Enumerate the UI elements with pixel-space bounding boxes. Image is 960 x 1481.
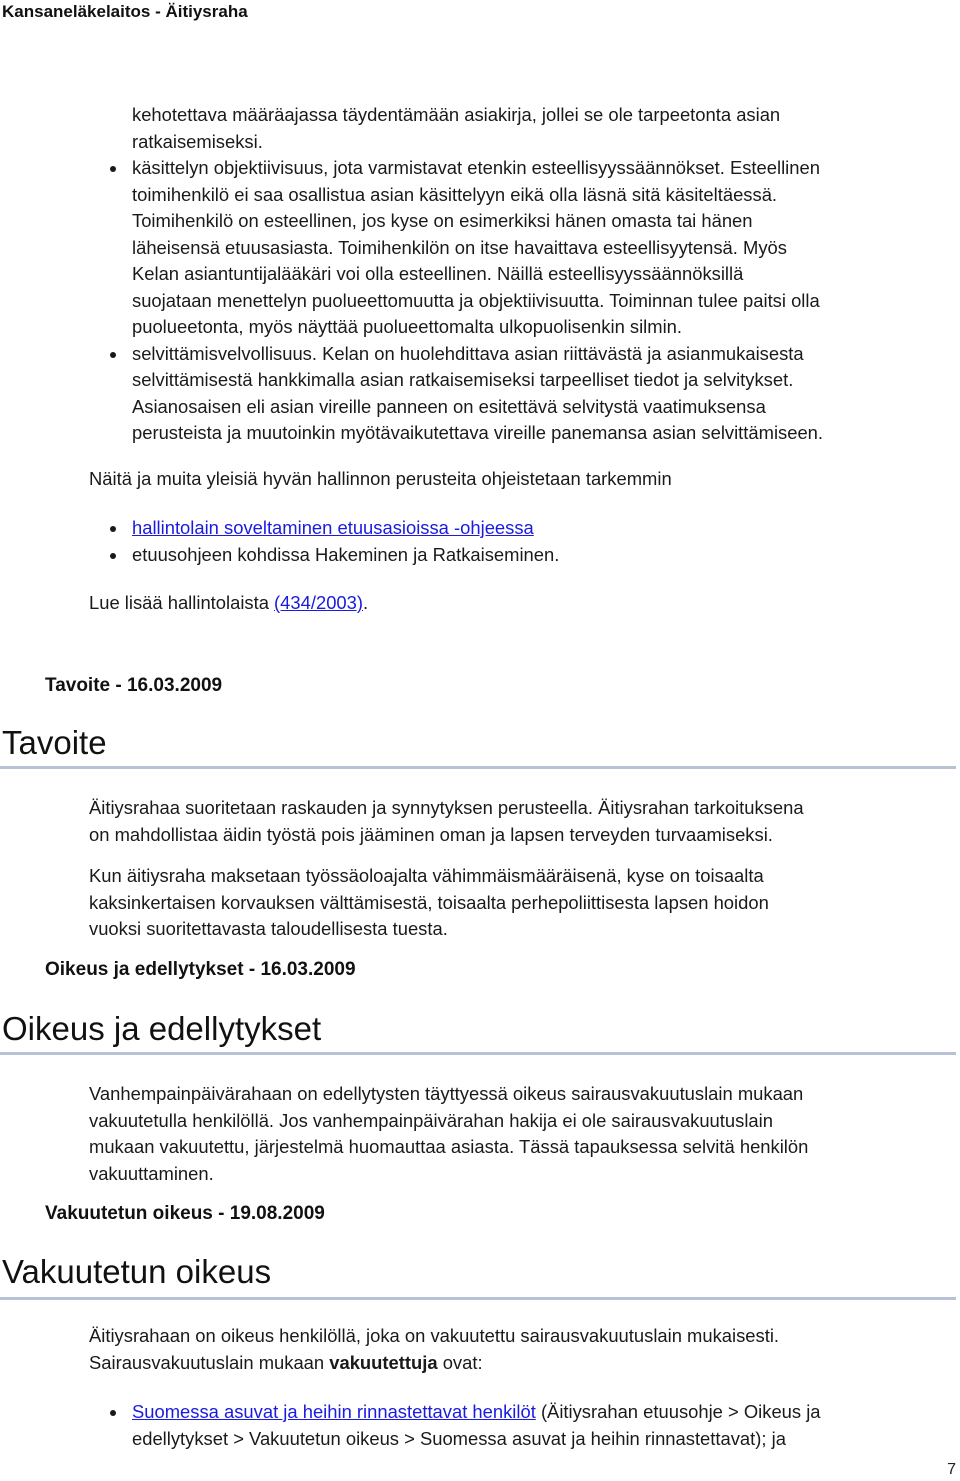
- read-more-prefix: Lue lisää hallintolaista: [89, 592, 275, 613]
- guidance-item-text: etuusohjeen kohdissa Hakeminen ja Ratkaiseminen.: [132, 543, 560, 565]
- read-more-line: [89, 590, 959, 617]
- bullet-line: [132, 1399, 959, 1426]
- bullet-line: läheisensä etuusasiasta. Toimihenkilön on itse havaittava esteellisyytensä. Myös: [132, 236, 787, 258]
- guidance-section: [89, 466, 959, 493]
- vakuutetun-body: [89, 1323, 959, 1376]
- tavoite-body-2: [89, 863, 959, 943]
- vakuutetun-prefix: Sairausvakuutuslain mukaan: [89, 1351, 330, 1373]
- tavoite-para1-line: on mahdollistaa äidin työstä pois jääminen oman ja lapsen terveyden turvaamiseksi.: [89, 823, 773, 845]
- vakuutetut-list: [89, 1399, 959, 1452]
- read-more-suffix: .: [363, 592, 369, 613]
- tavoite-para1-line: Äitiysrahaa suoritetaan raskauden ja synnytyksen perusteella. Äitiysrahan tarkoituksena: [89, 797, 804, 818]
- tavoite-para2-line: kaksinkertaisen korvauksen välttämisestä, toisaalta perhepoliittisesta lapsen hoidon: [89, 891, 769, 913]
- bullet-line: selvittämisvelvollisuus. Kelan on huolehdittava asian riittävästä ja asianmukaisesta: [132, 342, 804, 364]
- vakuutetun-bold-term: vakuutettuja: [329, 1351, 438, 1373]
- oikeus-heading: Oikeus ja edellytykset: [2, 1010, 322, 1047]
- vakuutetun-suffix: ovat:: [437, 1351, 483, 1373]
- bullet-icon: [110, 526, 116, 532]
- guidance-list-wrapper: [89, 515, 959, 568]
- oikeus-subhead: Oikeus ja edellytykset - 16.03.2009: [45, 959, 356, 980]
- page-number: 7: [947, 1461, 956, 1478]
- oikeus-para-line: vakuuttaminen.: [89, 1162, 214, 1184]
- tavoite-subhead: Tavoite - 16.03.2009: [45, 675, 223, 696]
- tavoite-para2-line: Kun äitiysraha maksetaan työssäoloajalta vähimmäismääräisenä, kyse on toisaalta: [89, 865, 764, 886]
- continuation-section: [89, 102, 959, 447]
- hallintolaki-guide-link[interactable]: hallintolain soveltaminen etuusasioissa -ohjeessa: [132, 517, 534, 538]
- oikeus-body: [89, 1081, 959, 1187]
- bullet-line: edellytykset > Vakuutetun oikeus > Suomessa asuvat ja heihin rinnastettavat); ja: [132, 1427, 786, 1449]
- vakuutetun-subhead: Vakuutetun oikeus - 19.08.2009: [45, 1203, 325, 1224]
- guidance-intro: Näitä ja muita yleisiä hyvän hallinnon perusteita ohjeistetaan tarkemmin: [89, 468, 672, 489]
- list-item: [89, 1399, 959, 1452]
- bullet-icon: [110, 553, 116, 559]
- section-divider: [0, 766, 956, 769]
- guidance-list: [89, 515, 959, 568]
- bullet-icon: [110, 1410, 116, 1416]
- continuation-line-2: ratkaisemiseksi.: [132, 130, 263, 152]
- bullet-line: Toimihenkilö on esteellinen, jos kyse on esimerkiksi hänen omasta tai hänen: [132, 210, 753, 231]
- bullet-line: perusteista ja muutoinkin myötävaikutettava vireille panemansa asian selvittämiseen.: [132, 422, 824, 443]
- section-divider: [0, 1052, 956, 1055]
- bullet-line: toimihenkilö ei saa osallistua asian käsittelyyn eikä olla läsnä sitä käsiteltäessä.: [132, 183, 778, 205]
- continuation-line-1: kehotettava määräajassa täydentämään asiakirja, jollei se ole tarpeetonta asian: [132, 104, 781, 125]
- read-more-section: [89, 590, 959, 617]
- bullet-line: Asianosaisen eli asian vireille panneen on esitettävä selvitystä vaatimuksensa: [132, 395, 766, 417]
- bullet-line: selvittämisestä hankkimalla asian ratkaisemiseksi tarpeelliset tiedot ja selvitykset.: [132, 369, 794, 390]
- bullet-line: puolueetonta, myös näyttää puolueettomalta ulkopuolisenkin silmin.: [132, 316, 683, 337]
- document-header-title: Kansaneläkelaitos - Äitiysraha: [2, 2, 248, 21]
- bullet-rest: (Äitiysrahan etuusohje > Oikeus ja: [535, 1401, 821, 1422]
- principles-list: [89, 155, 959, 447]
- residents-link[interactable]: Suomessa asuvat ja heihin rinnastettavat henkilöt: [132, 1401, 536, 1422]
- law-reference-link[interactable]: (434/2003): [274, 592, 364, 613]
- list-item: [89, 155, 959, 341]
- bullet-line: suojataan menettelyn puolueettomuutta ja objektiivisuutta. Toiminnan tulee paitsi olla: [132, 289, 820, 311]
- oikeus-para-line: Vanhempainpäivärahaan on edellytysten täyttyessä oikeus sairausvakuutuslain mukaan: [89, 1083, 804, 1104]
- tavoite-heading: Tavoite: [2, 724, 107, 761]
- vakuutetun-para-line: Äitiysrahaan on oikeus henkilöllä, joka on vakuutettu sairausvakuutuslain mukaisesti.: [89, 1325, 780, 1346]
- section-divider: [0, 1297, 956, 1300]
- tavoite-para2-line: vuoksi suoritettavasta taloudellisesta tuesta.: [89, 918, 448, 939]
- bullet-line: Kelan asiantuntijalääkäri voi olla esteellinen. Näillä esteellisyyssäännöksillä: [132, 263, 744, 284]
- bullet-icon: [110, 166, 116, 172]
- oikeus-para-line: mukaan vakuutettu, järjestelmä huomauttaa asiasta. Tässä tapauksessa selvitä henkilön: [89, 1136, 809, 1157]
- bullet-line: käsittelyn objektiivisuus, jota varmistavat etenkin esteellisyyssäännökset. Esteellinen: [132, 157, 820, 178]
- oikeus-para-line: vakuutetulla henkilöllä. Jos vanhempainpäivärahan hakija ei ole sairausvakuutuslain: [89, 1109, 773, 1131]
- vakuutetun-list-wrapper: [89, 1399, 959, 1452]
- bullet-icon: [110, 352, 116, 358]
- list-item: [89, 341, 959, 447]
- vakuutetun-heading: Vakuutetun oikeus: [2, 1253, 272, 1290]
- vakuutetun-para-line: [89, 1350, 959, 1377]
- tavoite-body: [89, 795, 959, 848]
- list-item: [89, 515, 959, 542]
- list-item: [89, 542, 959, 569]
